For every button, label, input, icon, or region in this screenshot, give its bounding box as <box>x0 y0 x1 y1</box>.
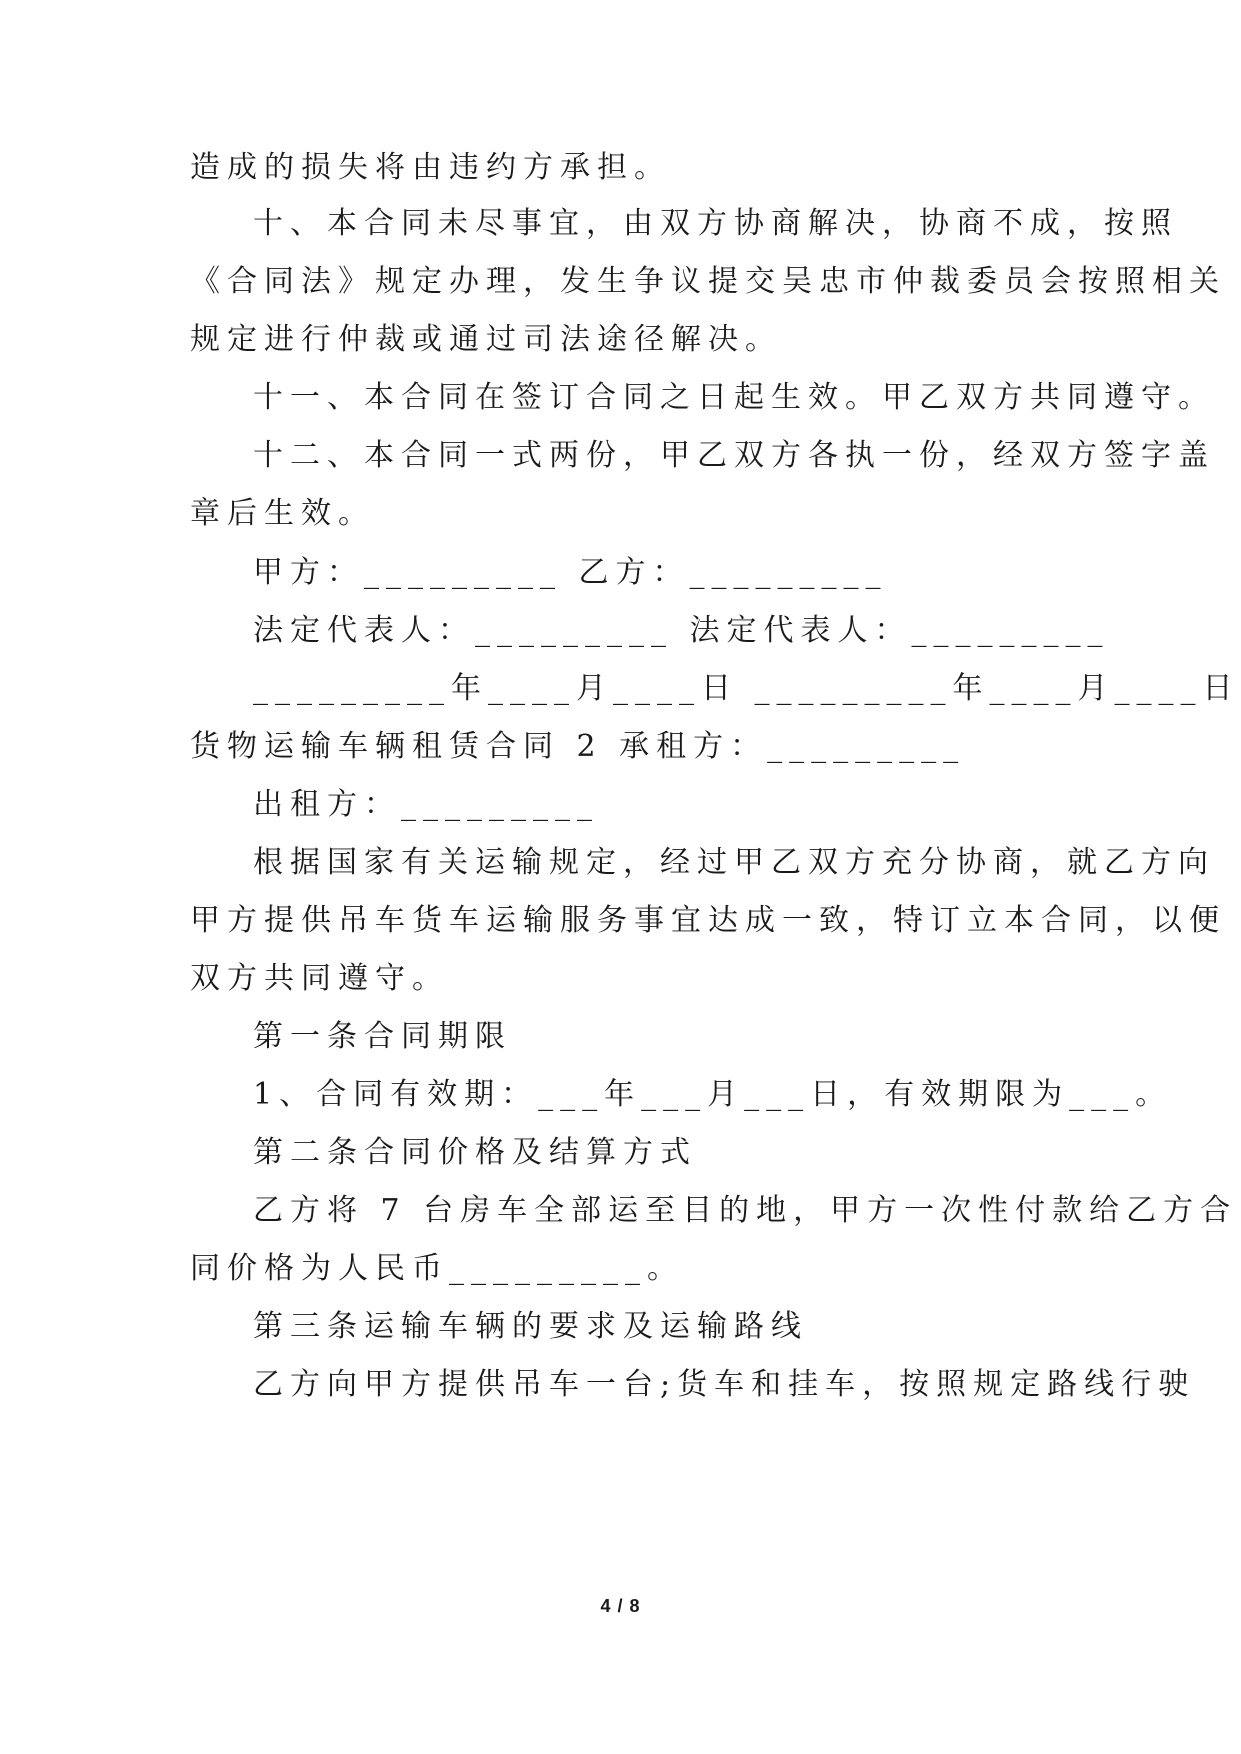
clause-12-line-2: 章后生效。 <box>190 496 375 531</box>
clause-11-line: 十一、本合同在签订合同之日起生效。甲乙双方共同遵守。 <box>253 380 1215 415</box>
clause-10-line-3: 规定进行仲裁或通过司法途径解决。 <box>190 322 782 357</box>
preamble-line-3: 双方共同遵守。 <box>190 961 449 996</box>
preamble-line-2: 甲方提供吊车货车运输服务事宜达成一致，特订立本合同，以便 <box>190 903 1226 938</box>
lessor-line: 出租方：_________ <box>253 787 599 822</box>
party-signature-line: 甲方：_________ 乙方：_________ <box>253 555 888 590</box>
article-3-line-1: 乙方向甲方提供吊车一台;货车和挂车，按照规定路线行驶 <box>253 1367 1196 1402</box>
article-1-heading: 第一条合同期限 <box>253 1019 512 1054</box>
clause-10-line-1: 十、本合同未尽事宜，由双方协商解决，协商不成，按照 <box>253 206 1178 241</box>
article-2-line-1: 乙方将 7 台房车全部运至目的地，甲方一次性付款给乙方合 <box>253 1193 1238 1228</box>
clause-10-line-2: 《合同法》规定办理，发生争议提交吴忠市仲裁委员会按照相关 <box>190 264 1226 299</box>
article-3-heading: 第三条运输车辆的要求及运输路线 <box>253 1309 808 1344</box>
text-line-1: 造成的损失将由违约方承担。 <box>190 150 671 185</box>
article-2-heading: 第二条合同价格及结算方式 <box>253 1135 697 1170</box>
article-1-term-line: 1、合同有效期：___年___月___日，有效期限为___。 <box>253 1077 1173 1112</box>
date-line: _________年____月____日 _________年____月____日 <box>253 671 1240 706</box>
contract-2-title-line: 货物运输车辆租赁合同 2 承租方：_________ <box>190 729 966 764</box>
clause-12-line-1: 十二、本合同一式两份，甲乙双方各执一份，经双方签字盖 <box>253 438 1215 473</box>
legal-representative-line: 法定代表人：_________ 法定代表人：_________ <box>253 613 1110 648</box>
article-2-line-2: 同价格为人民币_________。 <box>190 1251 684 1286</box>
preamble-line-1: 根据国家有关运输规定，经过甲乙双方充分协商，就乙方向 <box>253 845 1215 880</box>
page-number: 4 / 8 <box>600 1596 641 1616</box>
